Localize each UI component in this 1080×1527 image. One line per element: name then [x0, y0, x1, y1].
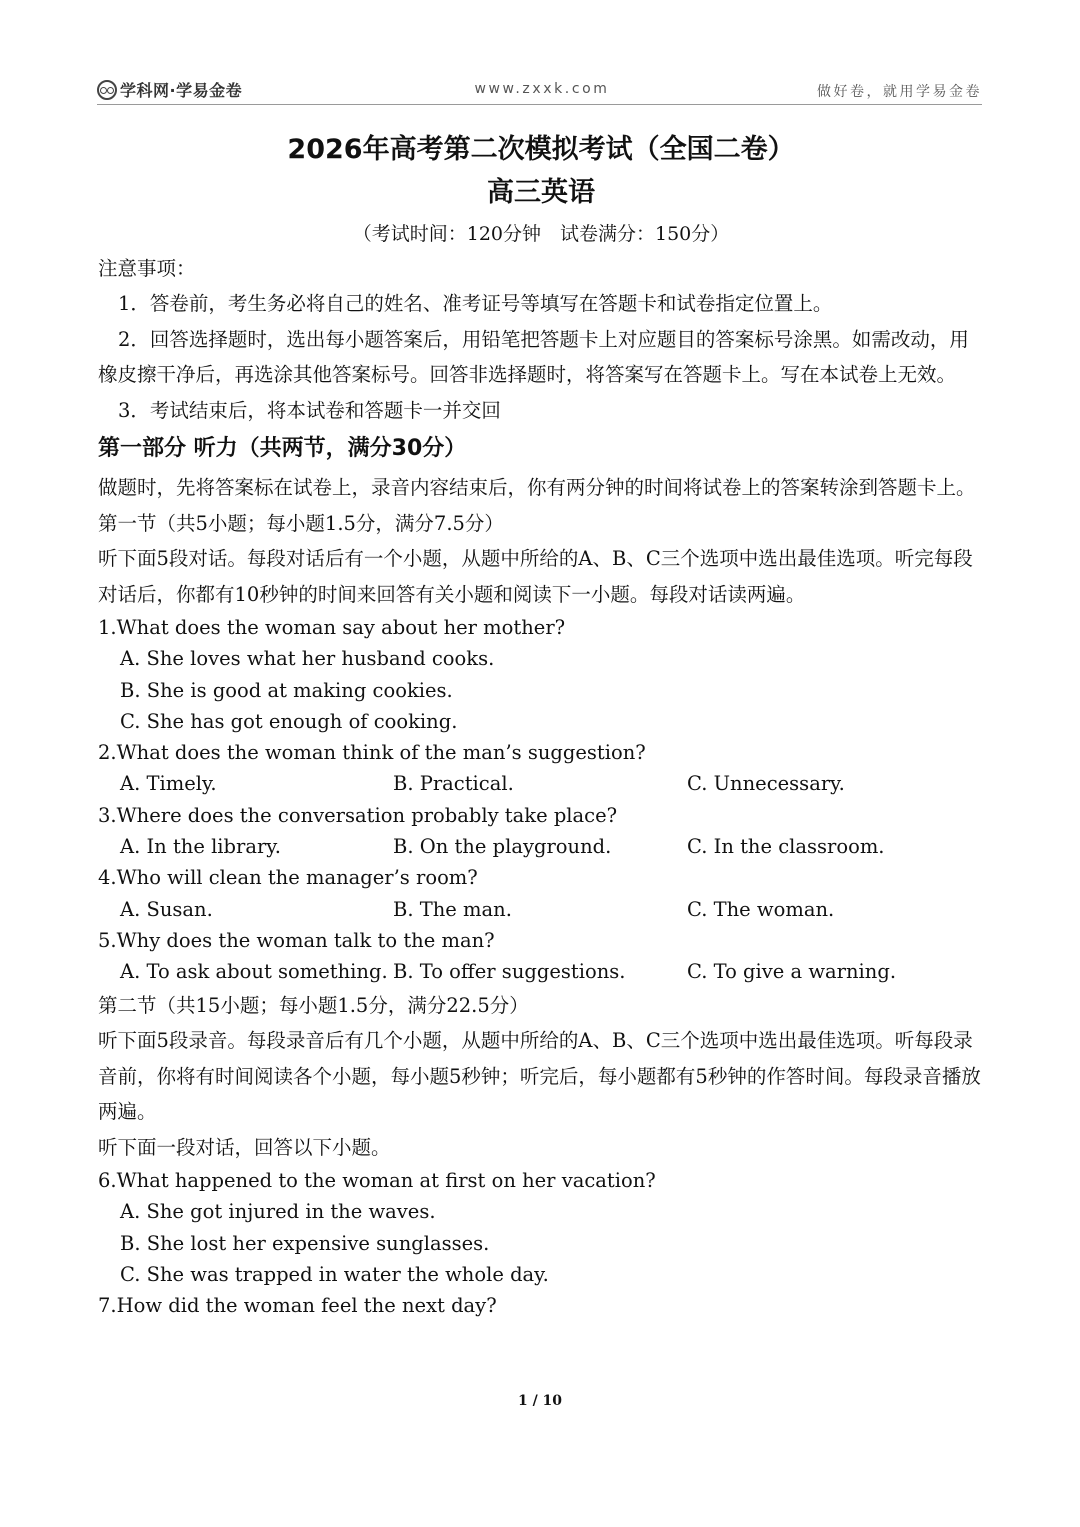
- exam-title: 2026年高考第二次模拟考试（全国二卷）: [287, 134, 795, 165]
- part1-instruction: 做题时，先将答案标在试卷上，录音内容结束后，你有两分钟的时间将试卷上的答案转涂到答题卡上。: [98, 476, 976, 499]
- options-row: [98, 894, 984, 925]
- section1-instruction: 听下面5段对话。每段对话后有一个小题，从题中所给的A、B、C三个选项中选出最佳选项。听完每段对话后，你都有10秒钟的时间来回答有关小题和阅读下一小题。每段对话读两遍。: [98, 547, 973, 606]
- slogan: 做好卷，就用学易金卷: [817, 84, 982, 100]
- logo-text: 学科网·学易金卷: [120, 81, 243, 100]
- question-5: [98, 925, 984, 988]
- section1-heading: 第一节（共5小题；每小题1.5分，满分7.5分）: [98, 511, 504, 535]
- option-c: C. Unnecessary.: [687, 772, 845, 796]
- question-stem: 2.What does the woman think of the man’s suggestion?: [98, 741, 646, 765]
- option-a: A. She loves what her husband cooks.: [120, 647, 495, 671]
- exam-subject: 高三英语: [487, 177, 595, 208]
- question-stem: 6.What happened to the woman at first on her vacation?: [98, 1169, 656, 1193]
- options-row: [98, 831, 984, 862]
- option-b: B. On the playground.: [393, 835, 612, 859]
- logo: [97, 78, 242, 101]
- option-c: C. She has got enough of cooking.: [120, 709, 458, 733]
- site-url: www.zxxk.com: [474, 81, 610, 97]
- notice-item: 2．回答选择题时，选出每小题答案后，用铅笔把答题卡上对应题目的答案标号涂黑。如需改动，用橡皮擦干净后，再选涂其他答案标号。回答非选择题时，将答案写在答题卡上。写在本试卷上无效。: [98, 327, 969, 386]
- question-stem: 4.Who will clean the manager’s room?: [98, 866, 478, 890]
- option-b: B. Practical.: [393, 772, 514, 796]
- option-c: C. The woman.: [687, 897, 835, 921]
- owl-logo-icon: [97, 80, 117, 100]
- question-1: [98, 612, 984, 737]
- option-b: B. The man.: [393, 897, 512, 921]
- option-a: A. To ask about something.: [120, 960, 388, 984]
- option-b: B. She is good at making cookies.: [120, 678, 453, 702]
- option-c: C. She was trapped in water the whole day.: [120, 1262, 549, 1286]
- question-stem: 3.Where does the conversation probably take place?: [98, 803, 618, 827]
- question-4: [98, 862, 984, 925]
- page-header: [97, 76, 982, 105]
- page-number: 1 / 10: [517, 1393, 563, 1409]
- notice-title: 注意事项：: [98, 257, 196, 280]
- question-stem: 1.What does the woman say about her mother?: [98, 616, 566, 639]
- page-content: [98, 130, 984, 1322]
- option-a: A. In the library.: [120, 835, 281, 859]
- option-b: B. To offer suggestions.: [393, 960, 626, 984]
- option-c: C. To give a warning.: [687, 960, 897, 984]
- part1-heading: 第一部分 听力（共两节，满分30分）: [98, 436, 467, 461]
- option-a: A. Timely.: [120, 772, 217, 796]
- options-row: [98, 956, 984, 987]
- question-stem: 5.Why does the woman talk to the man?: [98, 928, 495, 952]
- question-2: [98, 737, 984, 800]
- section2-sub-instruction: 听下面一段对话，回答以下小题。: [98, 1135, 391, 1159]
- question-3: [98, 800, 984, 863]
- option-a: A. Susan.: [120, 897, 213, 921]
- option-c: C. In the classroom.: [687, 835, 885, 859]
- option-b: B. She lost her expensive sunglasses.: [120, 1231, 490, 1255]
- options-row: [98, 768, 984, 799]
- notice-item: 3．考试结束后，将本试卷和答题卡一并交回: [118, 398, 501, 422]
- notice-item: 1．答卷前，考生务必将自己的姓名、准考证号等填写在答题卡和试卷指定位置上。: [118, 292, 833, 315]
- section2-instruction: 听下面5段录音。每段录音后有几个小题，从题中所给的A、B、C三个选项中选出最佳选项。听每段录音前，你将有时间阅读各个小题，每小题5秒钟；听完后，每小题都有5秒钟的作答时间。每段录音播放两遍。: [98, 1029, 981, 1124]
- question-stem: 7.How did the woman feel the next day?: [98, 1294, 497, 1318]
- question-6: [98, 1165, 984, 1290]
- exam-info: （考试时间：120分钟 试卷满分：150分）: [352, 223, 730, 245]
- section2-heading: 第二节（共15小题；每小题1.5分，满分22.5分）: [98, 993, 529, 1017]
- option-a: A. She got injured in the waves.: [120, 1200, 436, 1224]
- question-7: [98, 1290, 984, 1321]
